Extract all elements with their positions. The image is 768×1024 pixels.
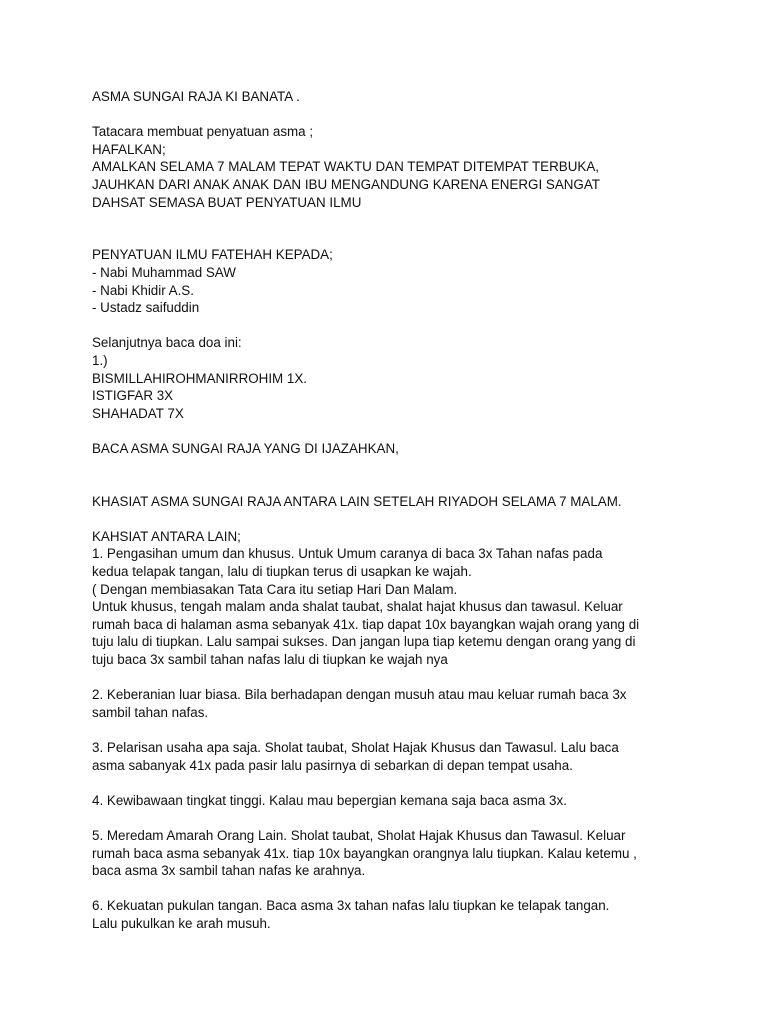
spacer: [92, 475, 692, 493]
doa-block: [92, 334, 692, 422]
item-line: sambil tahan nafas.: [92, 704, 209, 720]
khasiat-item-6: [92, 897, 692, 932]
spacer: [92, 721, 692, 739]
intro-line: Tatacara membuat penyatuan asma ;: [92, 124, 314, 140]
doa-line: 1.): [92, 352, 108, 368]
document-page: [92, 88, 692, 933]
spacer: [92, 457, 692, 475]
fatehah-item: - Ustadz saifuddin: [92, 300, 200, 316]
khasiat-item-4: [92, 792, 692, 810]
item-line: asma sabanyak 41x pada pasir lalu pasirnya di sebarkan di depan tempat usaha.: [92, 757, 573, 773]
item-line: 5. Meredam Amarah Orang Lain. Sholat taubat, Sholat Hajak Khusus dan Tawasul. Keluar: [92, 827, 626, 843]
item-line: rumah baca asma sebanyak 41x. tiap 10x bayangkan orangnya lalu tiupkan. Kalau ketemu ,: [92, 845, 637, 861]
fatehah-item: - Nabi Muhammad SAW: [92, 264, 236, 280]
fatehah-heading: PENYATUAN ILMU FATEHAH KEPADA;: [92, 247, 333, 263]
doa-line: SHAHADAT 7X: [92, 405, 184, 421]
spacer: [92, 211, 692, 229]
doa-line: BISMILLAHIROHMANIRROHIM 1X.: [92, 370, 308, 386]
spacer: [92, 669, 692, 687]
item-line: baca asma 3x sambil tahan nafas ke arahnya.: [92, 863, 366, 879]
item-line: 2. Keberanian luar biasa. Bila berhadapan dengan musuh atau mau keluar rumah baca 3x: [92, 687, 627, 703]
item-line: rumah baca di halaman asma sebanyak 41x. tiap dapat 10x bayangkan wajah orang yang di: [92, 616, 640, 632]
item-line: Lalu pukulkan ke arah musuh.: [92, 915, 271, 931]
document-title: ASMA SUNGAI RAJA KI BANATA .: [92, 89, 300, 104]
baca-asma-line: BACA ASMA SUNGAI RAJA YANG DI IJAZAHKAN,: [92, 440, 399, 456]
spacer: [92, 774, 692, 792]
spacer: [92, 317, 692, 335]
spacer: [92, 880, 692, 898]
fatehah-item: - Nabi Khidir A.S.: [92, 282, 194, 298]
item-line: 3. Pelarisan usaha apa saja. Sholat taubat, Sholat Hajak Khusus dan Tawasul. Lalu baca: [92, 739, 619, 755]
doa-heading: Selanjutnya baca doa ini:: [92, 335, 242, 351]
kahsiat-heading: KAHSIAT ANTARA LAIN;: [92, 528, 241, 544]
item-line: 6. Kekuatan pukulan tangan. Baca asma 3x tahan nafas lalu tiupkan ke telapak tangan.: [92, 898, 610, 914]
spacer: [92, 422, 692, 440]
intro-line: HAFALKAN;: [92, 141, 166, 157]
intro-line: JAUHKAN DARI ANAK ANAK DAN IBU MENGANDUNG KARENA ENERGI SANGAT: [92, 176, 600, 192]
item-line: 4. Kewibawaan tingkat tinggi. Kalau mau bepergian kemana saja baca asma 3x.: [92, 792, 567, 808]
khasiat-heading: KHASIAT ASMA SUNGAI RAJA ANTARA LAIN SETELAH RIYADOH SELAMA 7 MALAM.: [92, 493, 622, 509]
item-line: kedua telapak tangan, lalu di tiupkan terus di usapkan ke wajah.: [92, 564, 472, 580]
doa-line: ISTIGFAR 3X: [92, 388, 174, 404]
spacer: [92, 510, 692, 528]
item-line: 1. Pengasihan umum dan khusus. Untuk Umum caranya di baca 3x Tahan nafas pada: [92, 546, 603, 562]
khasiat-item-3: [92, 739, 692, 774]
item-line: tuju baca 3x sambil tahan nafas lalu di tiupkan ke wajah nya: [92, 652, 448, 667]
spacer: [92, 809, 692, 827]
fatehah-block: [92, 246, 692, 316]
item-line: tuju lalu di tiupkan. Lalu sampai sukses. Dan jangan lupa tiap ketemu dengan orang yang di: [92, 634, 636, 650]
khasiat-item-5: [92, 827, 692, 880]
intro-block: [92, 123, 692, 211]
khasiat-item-1: [92, 545, 692, 668]
khasiat-item-2: [92, 686, 692, 721]
item-line: Untuk khusus, tengah malam anda shalat taubat, shalat hajat khusus dan tawasul. Keluar: [92, 599, 623, 615]
spacer: [92, 106, 692, 124]
intro-line: AMALKAN SELAMA 7 MALAM TEPAT WAKTU DAN TEMPAT DITEMPAT TERBUKA,: [92, 159, 599, 175]
spacer: [92, 229, 692, 247]
intro-line: DAHSAT SEMASA BUAT PENYATUAN ILMU: [92, 194, 362, 210]
item-line: ( Dengan membiasakan Tata Cara itu setiap Hari Dan Malam.: [92, 581, 458, 597]
